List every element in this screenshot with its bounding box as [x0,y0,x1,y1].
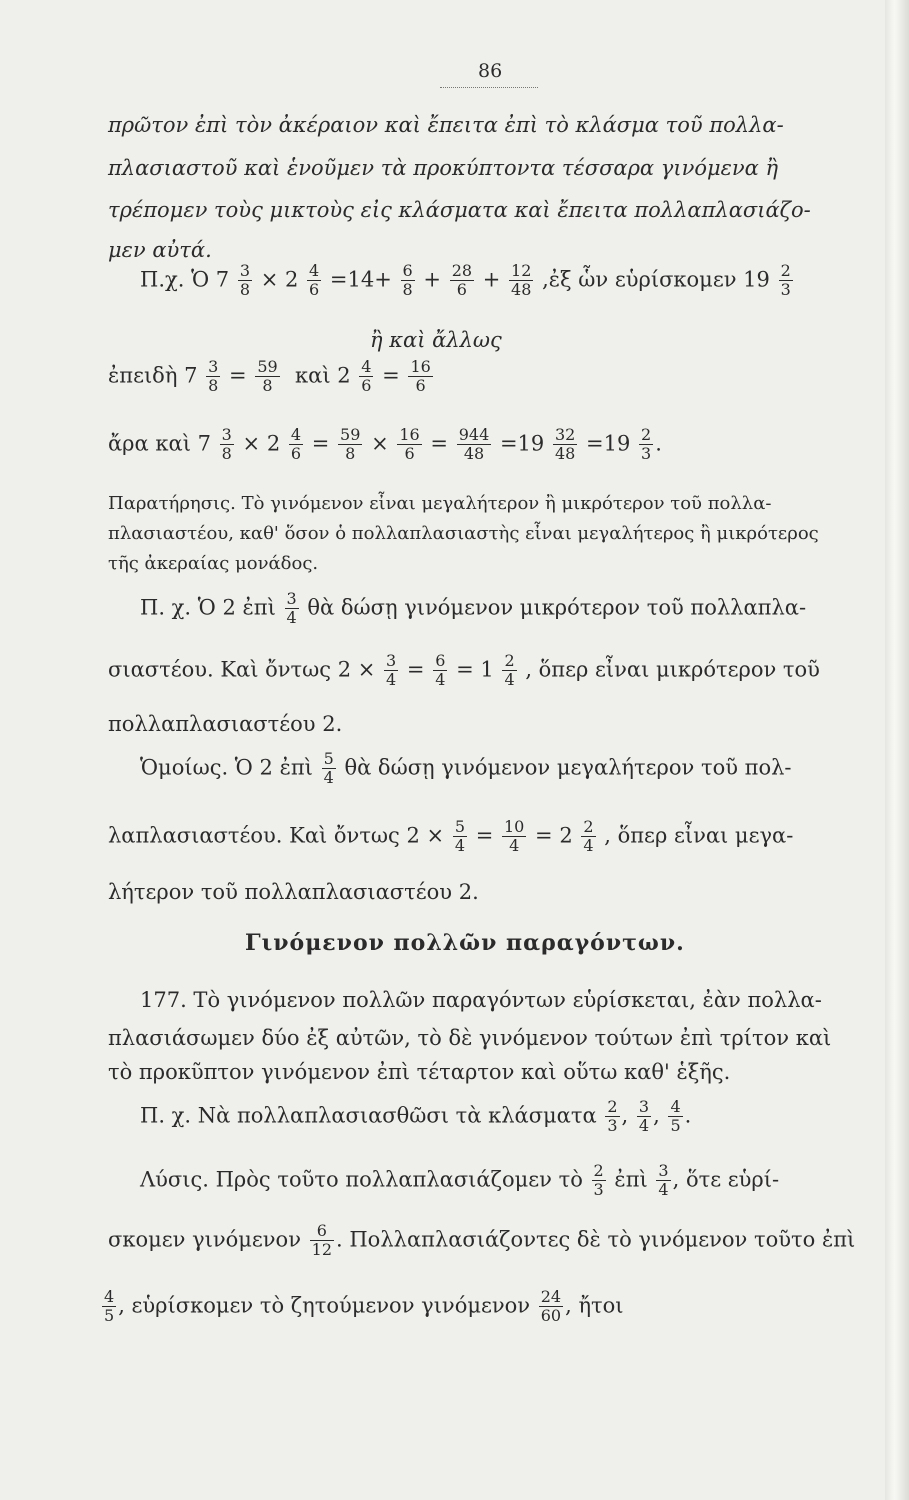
fraction-16-6: $\frac{16}{6}$ [410,357,431,396]
fraction-59-8-b: $\frac{59}{8}$ [340,425,361,464]
section-line-2: πλασιάσωμεν δύο ἐξ αὐτῶν, τὸ δὲ γινόμενον τούτων ἐπὶ τρίτον καὶ [108,1026,832,1050]
p2-b: , ὅπερ εἶναι μικρότερον τοῦ [525,657,820,682]
alt-line: ἢ καὶ ἄλλως [370,328,502,352]
section-line-4 [140,1098,691,1136]
s7-a: , εὑρίσκομεν τὸ ζητούμενον γινόμενον [118,1293,531,1318]
s7-b: , ἤτοι [565,1293,624,1318]
q2-a: λαπλασιαστέου. Καὶ ὄντως 2 × [108,823,445,848]
text-line-3: τρέπομεν τοὺς μικτοὺς εἰς κλάσματα καὶ ἔπειτα πολλαπλασιάζο- [108,198,811,222]
s5-b: ἐπὶ [614,1167,648,1192]
comma: , [621,1103,629,1128]
times-sign: × [242,431,261,456]
p1-a: Π. χ. Ὁ 2 ἐπὶ [140,595,276,620]
nineteen-b: =19 [586,431,631,456]
fraction-4-5: $\frac{4}{5}$ [670,1097,681,1136]
remark-line-3: τῆς ἀκεραίας μονάδος. [108,553,319,574]
fraction-2-3-d: $\frac{2}{3}$ [593,1161,604,1200]
fraction-5-4-b: $\frac{5}{4}$ [454,817,465,856]
fraction-3-4-d: $\frac{3}{4}$ [658,1161,669,1200]
section-line-6 [108,1222,855,1260]
comma: , [653,1103,660,1128]
fraction-944-48: $\frac{944}{48}$ [458,425,490,464]
s6-b: . Πολλαπλασιάζοντες δὲ τὸ γινόμενον τοῦτο ἐπὶ [336,1227,856,1252]
page-number-rule [440,87,538,88]
p1-line [140,590,806,628]
section-line-1: 177. Τὸ γινόμενον πολλῶν παραγόντων εὑρίσκεται, ἐὰν πολλα- [140,988,822,1012]
eq-sign: = [382,363,400,388]
fraction-2-3-b: $\frac{2}{3}$ [641,425,652,464]
eq-sign: = [229,363,247,388]
fraction-4-6: $\frac{4}{6}$ [309,261,320,300]
fraction-6-12: $\frac{6}{12}$ [311,1221,333,1260]
remark-line-1: Παρατήρησις. Τὸ γινόμενον εἶναι μεγαλήτερον ἢ μικρότερον τοῦ πολλα- [108,493,772,514]
fraction-28-6: $\frac{28}{6}$ [451,261,473,300]
q2-b: , ὅπερ εἶναι μεγα- [604,823,794,848]
fraction-4-6-c: $\frac{4}{6}$ [290,425,302,464]
page-edge [885,0,909,1500]
text-line-1: πρῶτον ἐπὶ τὸν ἀκέραιον καὶ ἔπειτα ἐπὶ τὸ κλάσμα τοῦ πολλα- [108,113,784,137]
text-line-4: μεν αὐτά. [108,238,212,262]
q2-line [108,818,793,856]
fraction-2-4: $\frac{2}{4}$ [504,651,515,690]
fraction-16-6-b: $\frac{16}{6}$ [399,425,420,464]
fraction-3-4-b: $\frac{3}{4}$ [386,651,397,690]
so-prefix: ἄρα καὶ 7 [108,431,211,456]
fraction-6-4: $\frac{6}{4}$ [435,651,446,690]
since-equation [108,358,435,396]
times-sign: × [371,431,389,456]
fraction-2-3-c: $\frac{2}{3}$ [607,1097,618,1136]
ex1-tail: ,ἐξ ὧν εὑρίσκομεν 19 [542,267,770,292]
fraction-4-6-b: $\frac{4}{6}$ [361,357,372,396]
fraction-6-8: $\frac{6}{8}$ [402,261,413,300]
page-number: 86 [478,60,503,82]
p2-a: σιαστέου. Καὶ ὄντως 2 × [108,657,376,682]
eq-sign: = [406,657,425,682]
s5-a: Λύσις. Πρὸς τοῦτο πολλαπλασιάζομεν τὸ [140,1167,583,1192]
since-and: καὶ 2 [295,363,351,388]
fraction-3-4: $\frac{3}{4}$ [286,589,297,628]
section-line-3: τὸ προκῦπτον γινόμενον ἐπὶ τέταρτον καὶ οὕτω καθ' ἑξῆς. [108,1060,731,1084]
q3-line: λήτερον τοῦ πολλαπλασιαστέου 2. [108,880,479,904]
s6-a: σκομεν γινόμενον [108,1227,301,1252]
eq-sign: = [430,431,449,456]
ex1-plus-1: + [423,267,442,292]
eq-sign: = [311,431,330,456]
fraction-24-60: $\frac{24}{60}$ [540,1287,562,1326]
fraction-3-4-c: $\frac{3}{4}$ [638,1097,650,1136]
section-heading: Γινόμενον πολλῶν παραγόντων. [245,930,685,956]
q1-a: Ὁμοίως. Ὁ 2 ἐπὶ [140,755,313,780]
section-line-5 [140,1162,779,1200]
fraction-10-4: $\frac{10}{4}$ [503,817,525,856]
fraction-4-5-b: $\frac{4}{5}$ [104,1287,115,1326]
p1-b: θὰ δώσῃ γινόμενον μικρότερον τοῦ πολλαπλα- [307,595,807,620]
s4-text: Π. χ. Νὰ πολλαπλασιασθῶσι τὰ κλάσματα [140,1103,597,1128]
s5-c: , ὅτε εὑρί- [672,1167,780,1192]
period: . [684,1103,692,1128]
nineteen-a: =19 [499,431,545,456]
eq-sign: = [456,657,474,682]
ex1-prefix: Π.χ. Ὁ 7 [140,267,230,292]
q1-line [140,750,792,788]
fraction-12-48: $\frac{12}{48}$ [511,261,532,300]
fraction-59-8: $\frac{59}{8}$ [257,357,278,396]
fraction-32-48: $\frac{32}{48}$ [554,425,576,464]
therefore-equation: ἄρα καὶ 7 $\frac{3}{8}$ × 2 $\frac{4}{6}$ = $\frac{59}{8}$ × $\frac{16}{6}$ = $\frac{944}{48}$ =19 $\frac{32}{48}$ =19 $\frac{2}{3}$ . [108,425,662,464]
fraction-2-3-a: $\frac{2}{3}$ [780,261,791,300]
fraction-3-8-c: $\frac{3}{8}$ [221,425,232,464]
text-line-2: πλασιαστοῦ καὶ ἑνοῦμεν τὰ προκύπτοντα τέσσαρα γινόμενα ἢ [108,156,779,180]
fraction-3-8-b: $\frac{3}{8}$ [208,357,219,396]
p3-line: πολλαπλασιαστέου 2. [108,712,343,736]
p2-line [108,652,820,690]
fraction-3-8: $\frac{3}{8}$ [239,261,251,300]
q1-b: θὰ δώσῃ γινόμενον μεγαλήτερον τοῦ πολ- [344,755,792,780]
ex1-eq: =14+ [329,267,392,292]
period: . [655,431,662,456]
ex1-plus-2: + [482,267,501,292]
two: 2 [559,823,573,848]
since-prefix: ἐπειδὴ 7 [108,363,198,388]
ex1-times: × 2 [260,267,299,292]
fraction-5-4: $\frac{5}{4}$ [323,749,334,788]
fraction-2-4-b: $\frac{2}{4}$ [583,817,594,856]
eq-sign: = [475,823,494,848]
section-line-7 [100,1288,624,1326]
one: 1 [480,657,494,682]
remark-line-2: πλασιαστέου, καθ' ὅσον ὁ πολλαπλασιαστὴς εἶναι μεγαλήτερος ἢ μικρότερος [108,523,819,544]
eq-sign: = [535,823,553,848]
example-equation-1 [140,262,795,300]
